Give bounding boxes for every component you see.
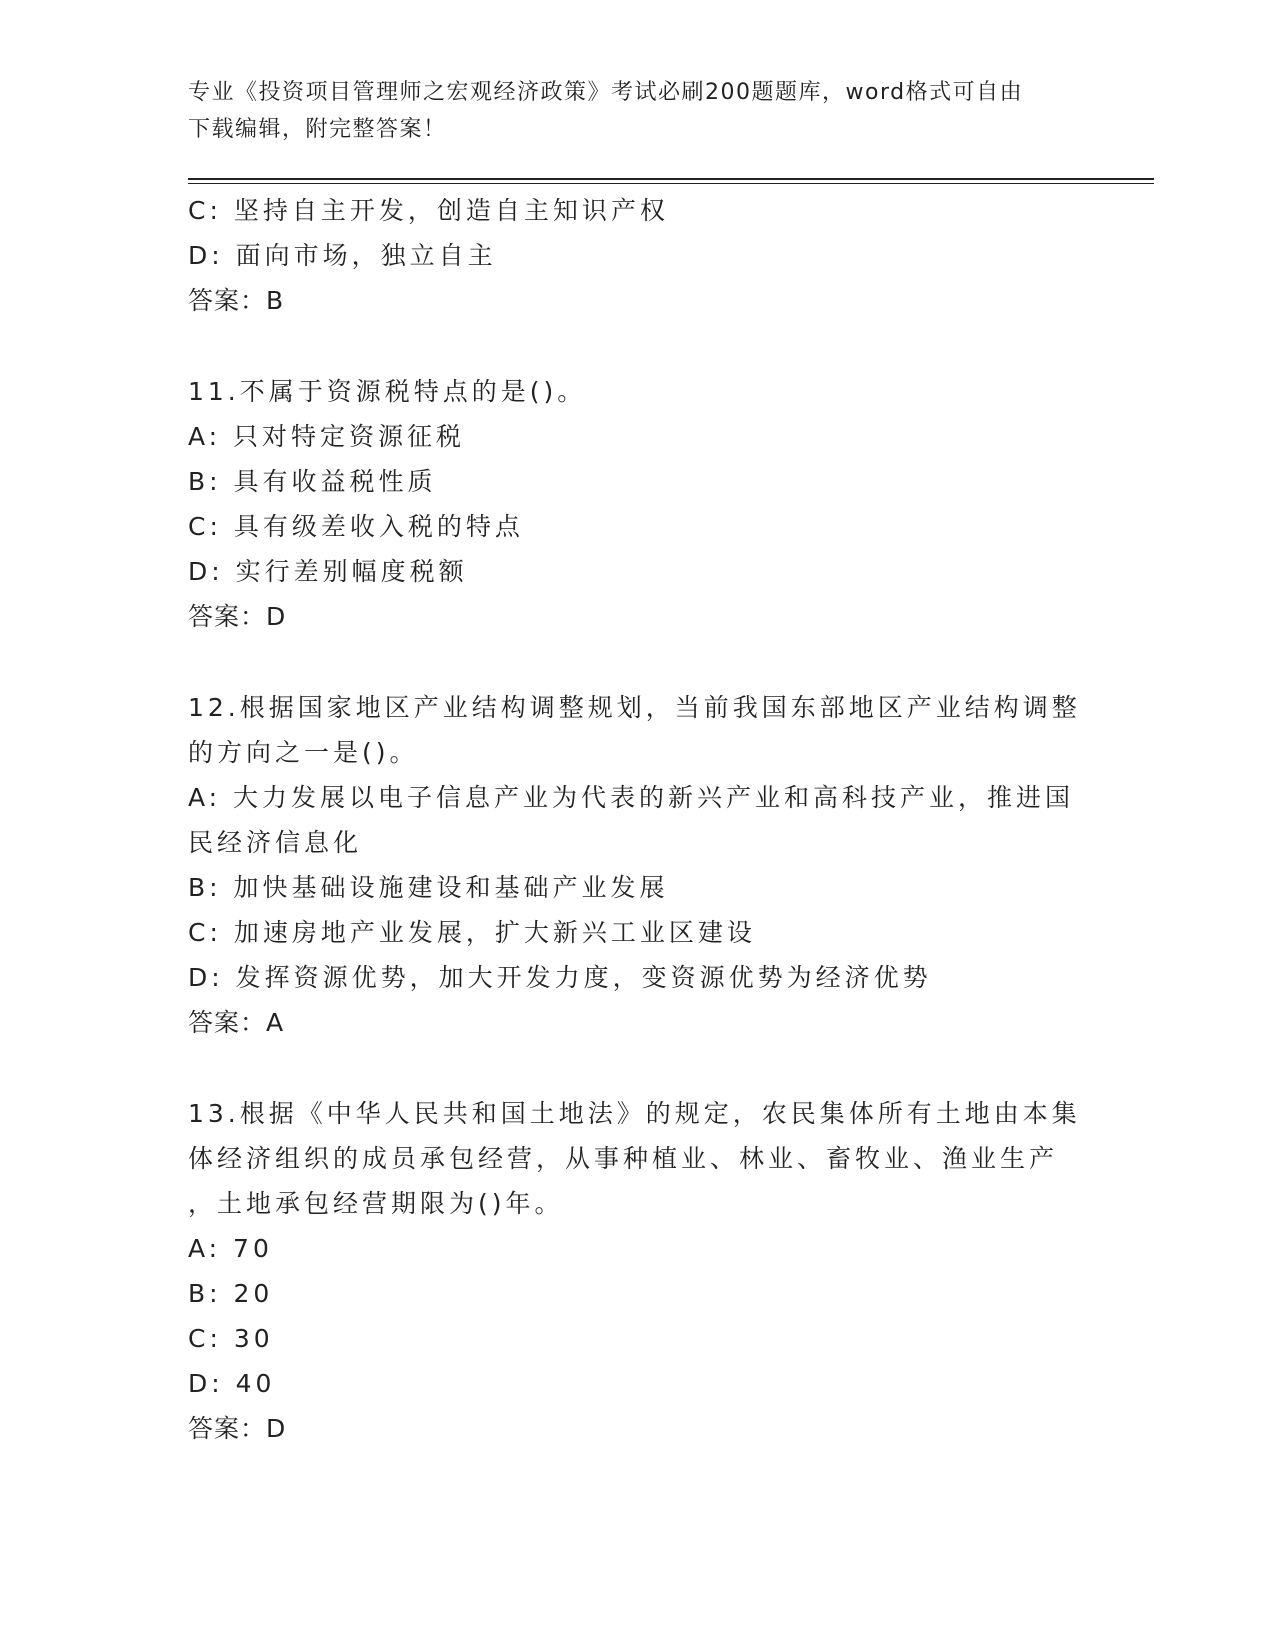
option-a: 民经济信息化 — [188, 828, 363, 857]
question-stem: 11.不属于资源税特点的是()。 — [188, 377, 587, 406]
option-b: B: 具有收益税性质 — [188, 467, 437, 496]
option-c: C: 坚持自主开发，创造自主知识产权 — [188, 196, 669, 225]
question-12 — [188, 685, 1088, 1045]
answer-line: 答案：D — [188, 1414, 287, 1443]
question-stem: ，土地承包经营期限为()年。 — [188, 1189, 564, 1218]
header-rule-thin — [188, 183, 1154, 184]
option-b: B: 加快基础设施建设和基础产业发展 — [188, 873, 669, 902]
option-c: C: 加速房地产业发展，扩大新兴工业区建设 — [188, 918, 756, 947]
question-stem: 的方向之一是()。 — [188, 738, 419, 767]
question-stem: 12.根据国家地区产业结构调整规划，当前我国东部地区产业结构调整 — [188, 693, 1081, 722]
header-rule-thick — [188, 178, 1154, 180]
option-a: A: 大力发展以电子信息产业为代表的新兴产业和高科技产业，推进国 — [188, 783, 1075, 812]
header-line-2: 下载编辑，附完整答案！ — [188, 117, 447, 142]
option-d: D: 发挥资源优势，加大开发力度，变资源优势为经济优势 — [188, 963, 932, 992]
document-body — [188, 188, 1088, 1451]
question-11 — [188, 369, 1088, 639]
question-stem: 体经济组织的成员承包经营，从事种植业、林业、畜牧业、渔业生产 — [188, 1144, 1059, 1173]
option-b: B: 20 — [188, 1279, 274, 1308]
header-line-1: 专业《投资项目管理师之宏观经济政策》考试必刷200题题库，word格式可自由 — [188, 80, 1024, 105]
option-c: C: 30 — [188, 1324, 274, 1353]
answer-line: 答案：D — [188, 602, 287, 631]
option-d: D: 实行差别幅度税额 — [188, 557, 468, 586]
option-a: A: 只对特定资源征税 — [188, 422, 466, 451]
question-13 — [188, 1091, 1088, 1451]
question-stem: 13.根据《中华人民共和国土地法》的规定，农民集体所有土地由本集 — [188, 1099, 1081, 1128]
document-header — [188, 74, 1088, 148]
option-d: D: 面向市场，独立自主 — [188, 241, 497, 270]
option-d: D: 40 — [188, 1369, 276, 1398]
previous-question-tail — [188, 188, 1088, 323]
answer-line: 答案：A — [188, 1008, 285, 1037]
answer-line: 答案：B — [188, 286, 285, 315]
option-a: A: 70 — [188, 1234, 273, 1263]
option-c: C: 具有级差收入税的特点 — [188, 512, 524, 541]
